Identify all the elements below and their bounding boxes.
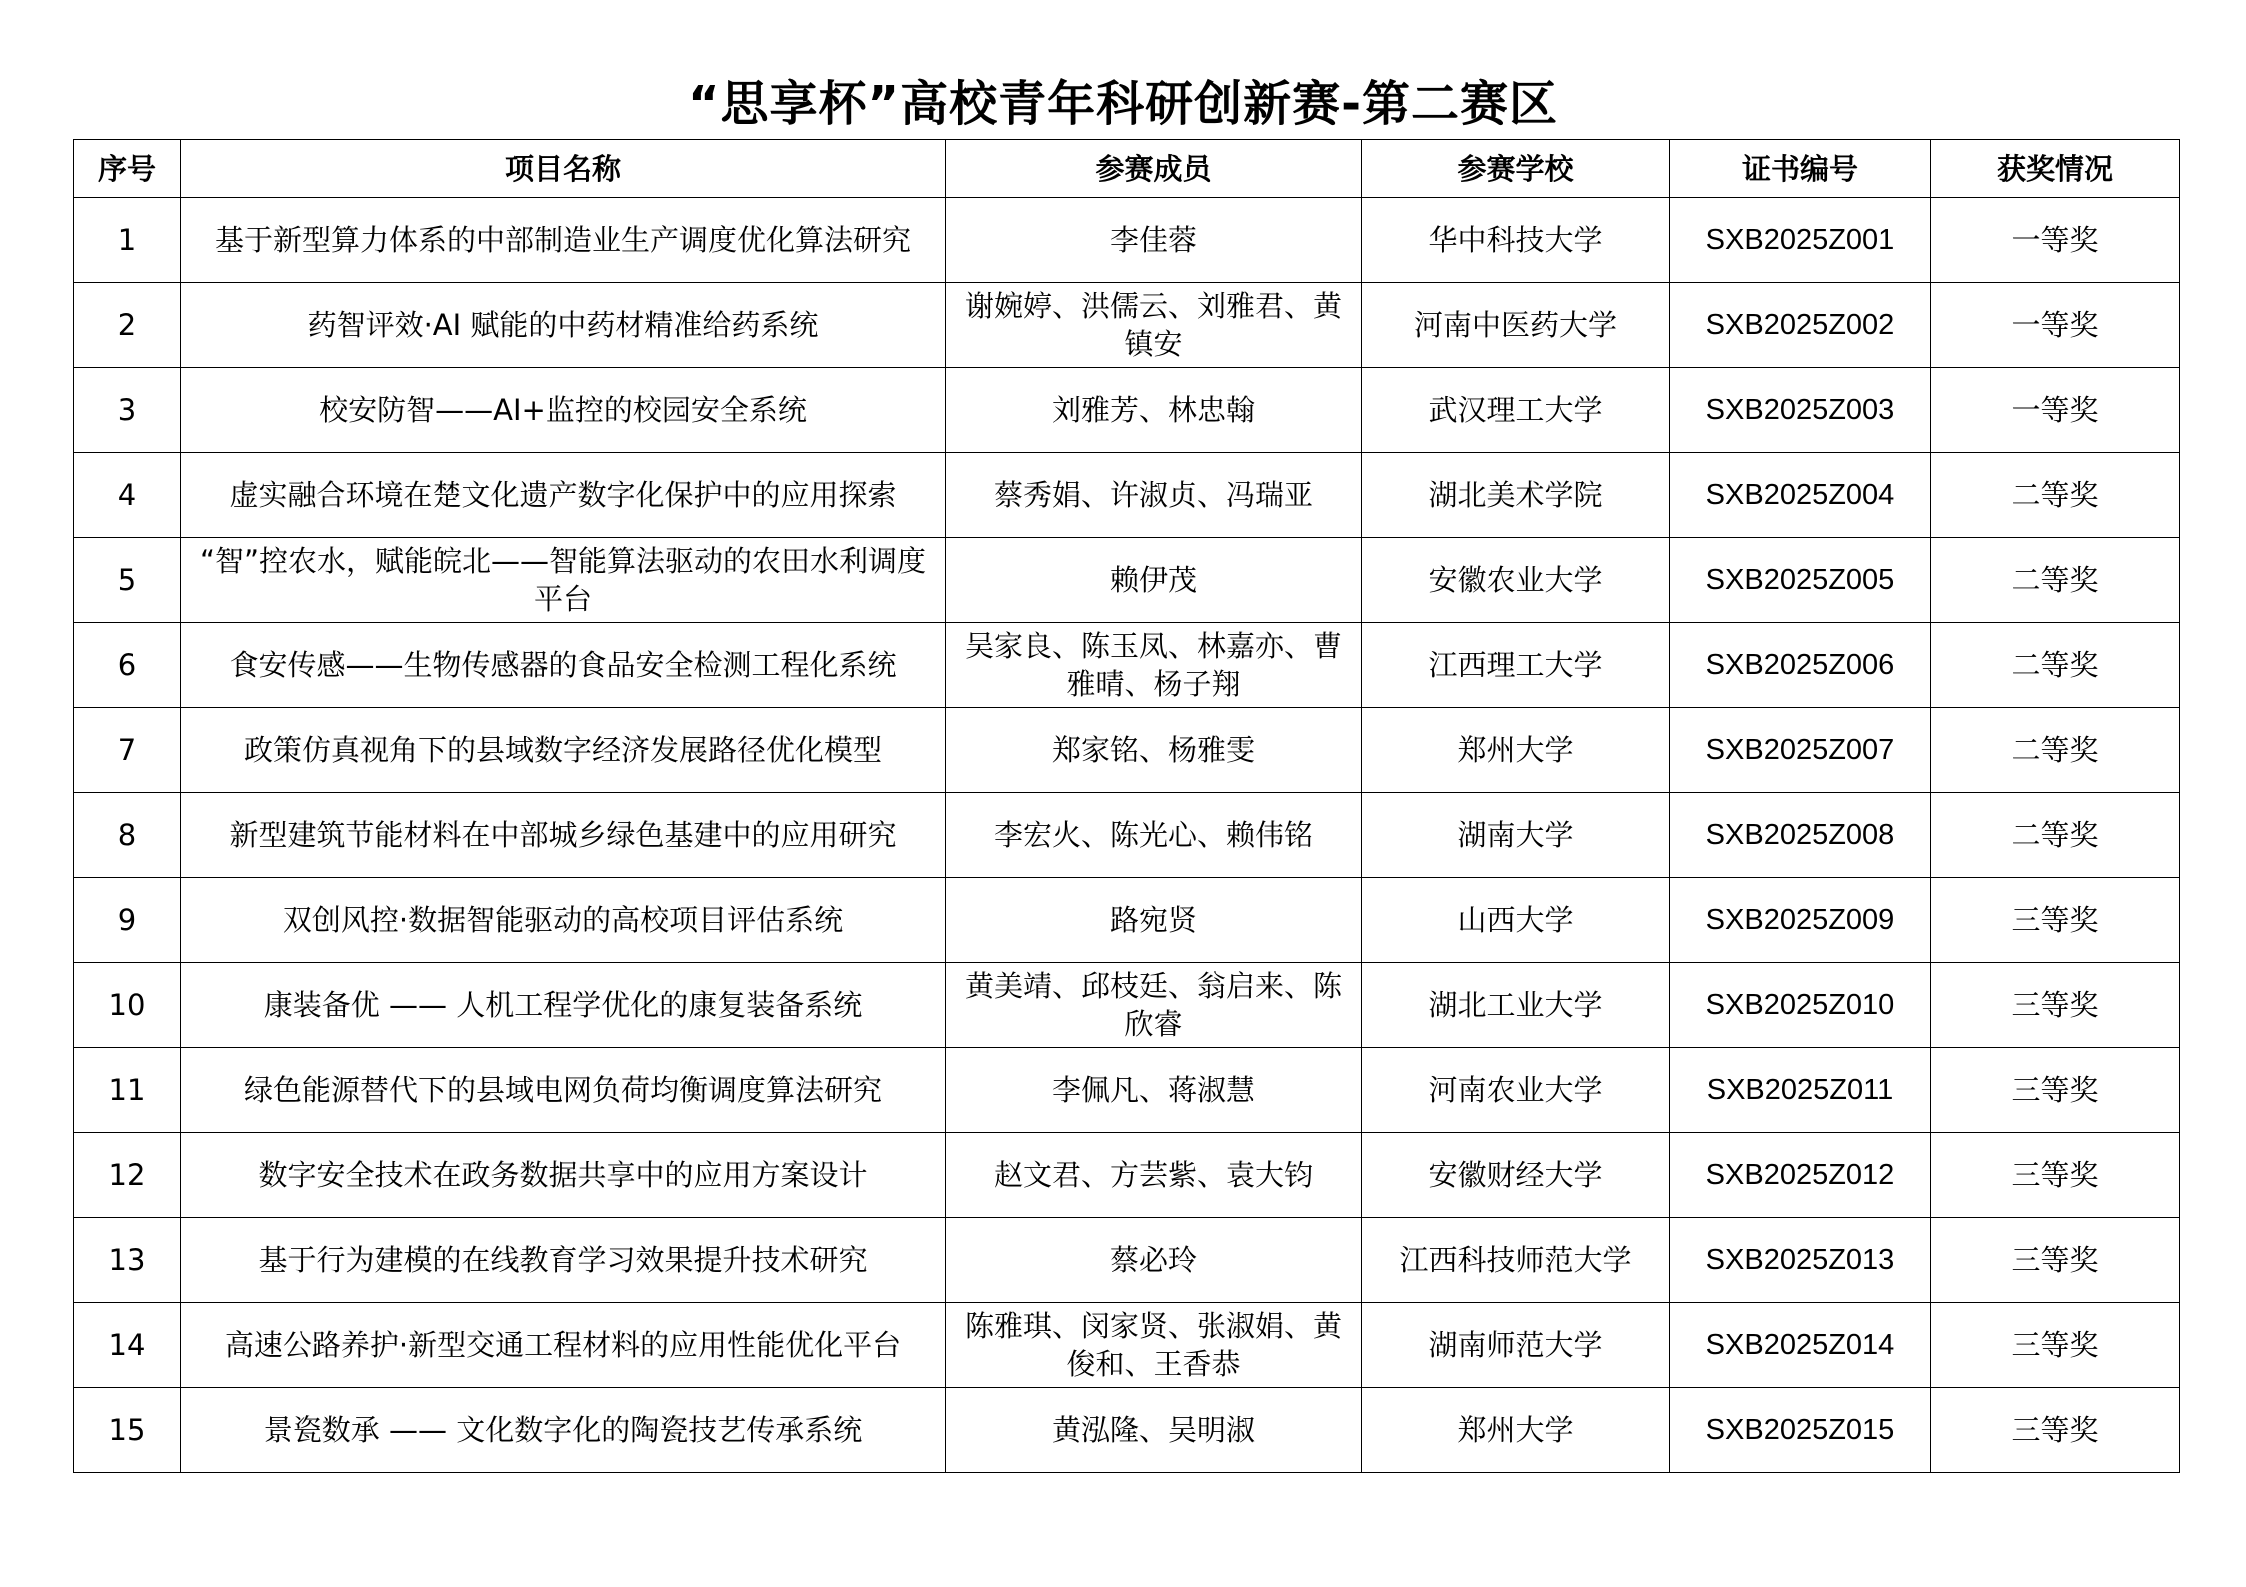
cell-no: 15 xyxy=(74,1388,181,1473)
cell-no: 13 xyxy=(74,1218,181,1303)
table-row xyxy=(74,368,2180,453)
cell-no: 14 xyxy=(74,1303,181,1388)
table-row xyxy=(74,538,2180,623)
cell-members: 李宏火、陈光心、赖伟铭 xyxy=(946,793,1362,878)
cell-school: 华中科技大学 xyxy=(1362,198,1670,283)
cell-project: 双创风控·数据智能驱动的高校项目评估系统 xyxy=(181,878,946,963)
cell-award: 三等奖 xyxy=(1931,1388,2180,1473)
header-cert: 证书编号 xyxy=(1670,140,1931,198)
cell-award: 三等奖 xyxy=(1931,963,2180,1048)
table-row xyxy=(74,963,2180,1048)
cell-members: 赵文君、方芸紫、袁大钧 xyxy=(946,1133,1362,1218)
table-row xyxy=(74,1048,2180,1133)
header-no: 序号 xyxy=(74,140,181,198)
cell-cert: SXB2025Z006 xyxy=(1670,623,1931,708)
cell-project: 食安传感——生物传感器的食品安全检测工程化系统 xyxy=(181,623,946,708)
cell-project: “智”控农水，赋能皖北——智能算法驱动的农田水利调度平台 xyxy=(181,538,946,623)
cell-no: 5 xyxy=(74,538,181,623)
page-title: “思享杯”高校青年科研创新赛-第二赛区 xyxy=(687,76,1559,132)
cell-school: 河南中医药大学 xyxy=(1362,283,1670,368)
cell-members: 蔡秀娟、许淑贞、冯瑞亚 xyxy=(946,453,1362,538)
cell-members: 李佩凡、蒋淑慧 xyxy=(946,1048,1362,1133)
cell-cert: SXB2025Z002 xyxy=(1670,283,1931,368)
cell-project: 基于新型算力体系的中部制造业生产调度优化算法研究 xyxy=(181,198,946,283)
cell-award: 三等奖 xyxy=(1931,1218,2180,1303)
cell-cert: SXB2025Z009 xyxy=(1670,878,1931,963)
cell-school: 湖南大学 xyxy=(1362,793,1670,878)
cell-award: 二等奖 xyxy=(1931,538,2180,623)
cell-school: 江西理工大学 xyxy=(1362,623,1670,708)
table-header xyxy=(74,140,2180,198)
header-school: 参赛学校 xyxy=(1362,140,1670,198)
cell-cert: SXB2025Z001 xyxy=(1670,198,1931,283)
cell-school: 安徽财经大学 xyxy=(1362,1133,1670,1218)
cell-members: 黄泓隆、吴明淑 xyxy=(946,1388,1362,1473)
cell-cert: SXB2025Z015 xyxy=(1670,1388,1931,1473)
cell-no: 3 xyxy=(74,368,181,453)
cell-project: 绿色能源替代下的县域电网负荷均衡调度算法研究 xyxy=(181,1048,946,1133)
cell-project: 基于行为建模的在线教育学习效果提升技术研究 xyxy=(181,1218,946,1303)
cell-members: 黄美靖、邱枝廷、翁启来、陈欣睿 xyxy=(946,963,1362,1048)
cell-project: 校安防智——AI+监控的校园安全系统 xyxy=(181,368,946,453)
cell-members: 赖伊茂 xyxy=(946,538,1362,623)
table-row xyxy=(74,198,2180,283)
header-project: 项目名称 xyxy=(181,140,946,198)
cell-award: 二等奖 xyxy=(1931,623,2180,708)
cell-no: 12 xyxy=(74,1133,181,1218)
cell-cert: SXB2025Z005 xyxy=(1670,538,1931,623)
cell-school: 湖北工业大学 xyxy=(1362,963,1670,1048)
cell-project: 景瓷数承 —— 文化数字化的陶瓷技艺传承系统 xyxy=(181,1388,946,1473)
table-row xyxy=(74,708,2180,793)
cell-no: 4 xyxy=(74,453,181,538)
cell-school: 郑州大学 xyxy=(1362,708,1670,793)
table-body xyxy=(74,198,2180,1473)
cell-cert: SXB2025Z013 xyxy=(1670,1218,1931,1303)
cell-school: 郑州大学 xyxy=(1362,1388,1670,1473)
cell-school: 安徽农业大学 xyxy=(1362,538,1670,623)
cell-award: 二等奖 xyxy=(1931,793,2180,878)
cell-cert: SXB2025Z007 xyxy=(1670,708,1931,793)
header-members: 参赛成员 xyxy=(946,140,1362,198)
header-row xyxy=(74,140,2180,198)
cell-cert: SXB2025Z011 xyxy=(1670,1048,1931,1133)
cell-project: 新型建筑节能材料在中部城乡绿色基建中的应用研究 xyxy=(181,793,946,878)
cell-no: 6 xyxy=(74,623,181,708)
cell-no: 8 xyxy=(74,793,181,878)
table-row xyxy=(74,1303,2180,1388)
cell-cert: SXB2025Z010 xyxy=(1670,963,1931,1048)
cell-project: 政策仿真视角下的县域数字经济发展路径优化模型 xyxy=(181,708,946,793)
cell-members: 陈雅琪、闵家贤、张淑娟、黄俊和、王香恭 xyxy=(946,1303,1362,1388)
award-table xyxy=(73,139,2180,1473)
cell-award: 一等奖 xyxy=(1931,283,2180,368)
cell-project: 数字安全技术在政务数据共享中的应用方案设计 xyxy=(181,1133,946,1218)
cell-award: 三等奖 xyxy=(1931,878,2180,963)
table-row xyxy=(74,1218,2180,1303)
cell-cert: SXB2025Z004 xyxy=(1670,453,1931,538)
cell-no: 7 xyxy=(74,708,181,793)
cell-no: 10 xyxy=(74,963,181,1048)
cell-members: 吴家良、陈玉凤、林嘉亦、曹雅晴、杨子翔 xyxy=(946,623,1362,708)
cell-school: 湖南师范大学 xyxy=(1362,1303,1670,1388)
cell-school: 山西大学 xyxy=(1362,878,1670,963)
table-row xyxy=(74,283,2180,368)
cell-members: 谢婉婷、洪儒云、刘雅君、黄镇安 xyxy=(946,283,1362,368)
cell-no: 9 xyxy=(74,878,181,963)
table-row xyxy=(74,793,2180,878)
cell-award: 二等奖 xyxy=(1931,453,2180,538)
table-row xyxy=(74,1133,2180,1218)
cell-members: 路宛贤 xyxy=(946,878,1362,963)
cell-members: 李佳蓉 xyxy=(946,198,1362,283)
cell-award: 二等奖 xyxy=(1931,708,2180,793)
cell-school: 武汉理工大学 xyxy=(1362,368,1670,453)
cell-award: 一等奖 xyxy=(1931,198,2180,283)
cell-project: 康装备优 —— 人机工程学优化的康复装备系统 xyxy=(181,963,946,1048)
cell-project: 高速公路养护·新型交通工程材料的应用性能优化平台 xyxy=(181,1303,946,1388)
cell-award: 三等奖 xyxy=(1931,1048,2180,1133)
cell-award: 三等奖 xyxy=(1931,1133,2180,1218)
cell-cert: SXB2025Z014 xyxy=(1670,1303,1931,1388)
cell-award: 一等奖 xyxy=(1931,368,2180,453)
cell-award: 三等奖 xyxy=(1931,1303,2180,1388)
cell-no: 2 xyxy=(74,283,181,368)
table-row xyxy=(74,1388,2180,1473)
cell-cert: SXB2025Z008 xyxy=(1670,793,1931,878)
cell-members: 刘雅芳、林忠翰 xyxy=(946,368,1362,453)
cell-project: 虚实融合环境在楚文化遗产数字化保护中的应用探索 xyxy=(181,453,946,538)
cell-school: 江西科技师范大学 xyxy=(1362,1218,1670,1303)
cell-school: 湖北美术学院 xyxy=(1362,453,1670,538)
cell-no: 11 xyxy=(74,1048,181,1133)
cell-project: 药智评效·AI 赋能的中药材精准给药系统 xyxy=(181,283,946,368)
cell-cert: SXB2025Z012 xyxy=(1670,1133,1931,1218)
header-award: 获奖情况 xyxy=(1931,140,2180,198)
cell-members: 蔡必玲 xyxy=(946,1218,1362,1303)
table-row xyxy=(74,453,2180,538)
cell-members: 郑家铭、杨雅雯 xyxy=(946,708,1362,793)
table-row xyxy=(74,623,2180,708)
cell-school: 河南农业大学 xyxy=(1362,1048,1670,1133)
table-row xyxy=(74,878,2180,963)
cell-cert: SXB2025Z003 xyxy=(1670,368,1931,453)
cell-no: 1 xyxy=(74,198,181,283)
